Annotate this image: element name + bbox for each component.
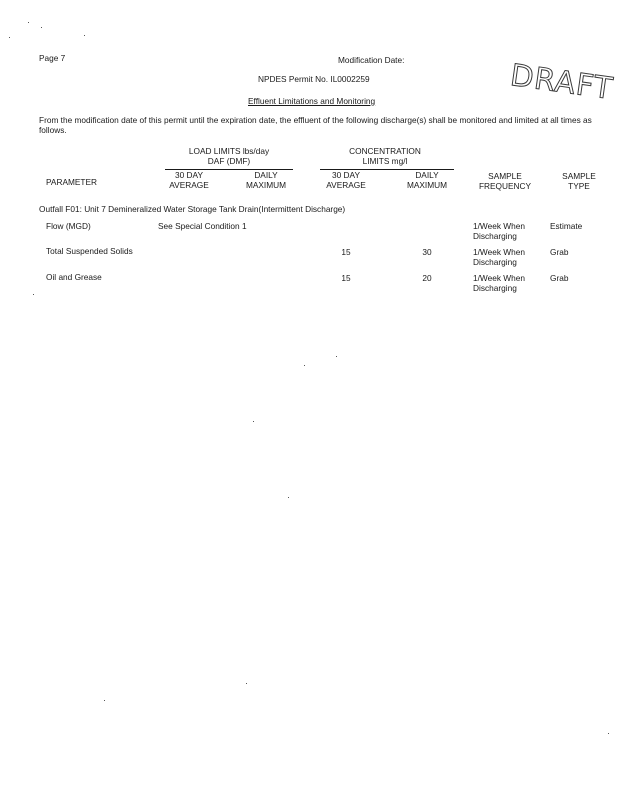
section-title: Effluent Limitations and Monitoring (248, 96, 376, 106)
scan-speck (253, 421, 254, 422)
table-row-frequency: 1/Week When Discharging (473, 247, 525, 267)
frequency-header-line1: SAMPLE (488, 171, 522, 181)
conc-max-header-line2: MAXIMUM (406, 180, 448, 190)
scan-speck (9, 37, 10, 38)
load-max-header-line2: MAXIMUM (245, 180, 287, 190)
load-max-header-line1: DAILY (254, 170, 278, 180)
table-row-type: Grab (550, 247, 569, 257)
load-avg-header-line1: 30 DAY (175, 170, 203, 180)
table-row-note: See Special Condition 1 (158, 221, 247, 231)
frequency-header-line2: FREQUENCY (478, 181, 532, 191)
modification-date-label: Modification Date: (338, 55, 405, 65)
table-row-parameter: Flow (MGD) (46, 221, 91, 231)
type-header-line2: TYPE (568, 181, 590, 191)
conc-avg-header-line1: 30 DAY (332, 170, 360, 180)
scan-speck (246, 683, 247, 684)
table-row-type: Grab (550, 273, 569, 283)
permit-number: NPDES Permit No. IL0002259 (258, 74, 370, 84)
scan-speck (28, 22, 29, 23)
table-row-conc-max: 30 (422, 247, 432, 257)
concentration-heading: CONCENTRATION (349, 146, 421, 156)
table-row-conc-max: 20 (422, 273, 432, 283)
table-row-parameter: Total Suspended Solids (46, 246, 133, 256)
draft-stamp: DRAFT (508, 58, 616, 108)
parameter-column-header: PARAMETER (46, 177, 98, 187)
load-avg-header-line2: AVERAGE (169, 180, 209, 190)
scan-speck (288, 497, 289, 498)
table-row-frequency: 1/Week When Discharging (473, 273, 525, 293)
scan-speck (608, 733, 609, 734)
table-row-frequency: 1/Week When Discharging (473, 221, 525, 241)
table-row-type: Estimate (550, 221, 583, 231)
scan-speck (33, 294, 34, 295)
outfall-description: Outfall F01: Unit 7 Demineralized Water Storage Tank Drain(Intermittent Discharge) (39, 204, 346, 214)
page-number: Page 7 (39, 53, 66, 63)
concentration-subheading: LIMITS mg/l (362, 156, 408, 166)
table-row-conc-avg: 15 (341, 247, 351, 257)
scan-speck (41, 27, 42, 28)
scan-speck (104, 700, 105, 701)
table-row-parameter: Oil and Grease (46, 272, 102, 282)
type-header-line1: SAMPLE (562, 171, 596, 181)
load-limits-heading: LOAD LIMITS lbs/day (188, 146, 270, 156)
scan-speck (304, 365, 305, 366)
scan-speck (336, 356, 337, 357)
table-row-conc-avg: 15 (341, 273, 351, 283)
conc-max-header-line1: DAILY (415, 170, 439, 180)
scan-speck (84, 35, 85, 36)
conc-avg-header-line2: AVERAGE (326, 180, 366, 190)
intro-paragraph: From the modification date of this permit until the expiration date, the effluent of the following discharge(s) shall be monitored and limited at all times as follows. (39, 115, 592, 135)
load-limits-subheading: DAF (DMF) (207, 156, 251, 166)
